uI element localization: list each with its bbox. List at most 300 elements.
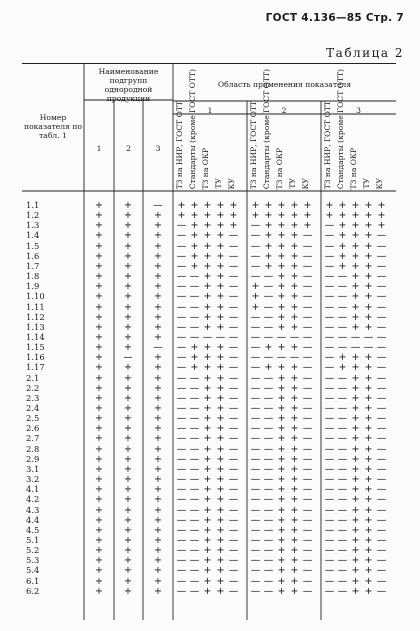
- area-mark: —: [250, 494, 261, 506]
- group-mark: +: [95, 585, 103, 597]
- area-mark: —: [324, 362, 335, 374]
- row-number: 1.17: [26, 362, 45, 373]
- area-mark: —: [250, 575, 261, 587]
- row-number: 1.12: [26, 311, 45, 322]
- area-mark: +: [216, 545, 225, 557]
- area-mark: —: [228, 372, 239, 384]
- row-number: 2.7: [26, 433, 40, 444]
- group-mark: +: [95, 331, 103, 343]
- area-mark: +: [351, 494, 360, 506]
- area-mark: —: [337, 403, 348, 414]
- area-mark: +: [351, 585, 360, 597]
- area-mark: —: [250, 504, 261, 516]
- area-mark: +: [364, 545, 373, 557]
- area-mark: —: [302, 575, 313, 587]
- group-mark: +: [154, 210, 162, 222]
- area-mark: +: [216, 301, 225, 313]
- area-mark: +: [364, 382, 373, 394]
- area-mark: —: [176, 271, 187, 283]
- area-mark: +: [277, 250, 286, 262]
- area-mark: +: [264, 200, 273, 211]
- area-mark: —: [228, 311, 239, 323]
- group-mark: +: [154, 453, 162, 465]
- row-number: 3.1: [26, 463, 40, 474]
- area-mark: +: [216, 291, 225, 303]
- area-mark: +: [290, 291, 299, 303]
- area-mark: —: [376, 260, 387, 272]
- area-mark: +: [364, 372, 373, 384]
- area-mark: —: [337, 474, 348, 486]
- area-mark: —: [228, 534, 239, 546]
- area-mark: —: [337, 514, 348, 526]
- row-number: 1.5: [26, 240, 40, 251]
- area-mark: —: [176, 585, 187, 597]
- area-mark: +: [290, 382, 299, 394]
- area-mark: —: [337, 463, 348, 475]
- area-mark: —: [302, 260, 313, 272]
- group-mark: +: [124, 514, 132, 526]
- group-mark: +: [124, 484, 132, 496]
- area-mark: —: [176, 555, 187, 567]
- area-mark: —: [302, 504, 313, 516]
- area-mark: —: [324, 484, 335, 496]
- area-mark: +: [364, 260, 373, 272]
- area-mark: +: [290, 230, 299, 242]
- area-mark: +: [364, 555, 373, 567]
- area-mark: +: [338, 260, 347, 272]
- area-mark: —: [250, 250, 261, 262]
- area-mark: —: [337, 443, 348, 455]
- area-mark: —: [176, 260, 187, 272]
- area-mark: +: [203, 474, 212, 486]
- area-mark: +: [290, 321, 299, 333]
- area-mark: —: [250, 585, 261, 597]
- row-number: 2.4: [26, 403, 40, 413]
- area-mark: +: [364, 291, 373, 303]
- area-mark: +: [177, 210, 186, 222]
- area-mark: —: [228, 443, 239, 455]
- area-mark: +: [290, 281, 299, 293]
- area-mark: —: [228, 260, 239, 272]
- area-mark: +: [290, 220, 299, 232]
- group-mark: +: [154, 291, 162, 303]
- group-mark: +: [154, 565, 162, 577]
- group-mark: +: [154, 230, 162, 242]
- area-mark: +: [216, 524, 225, 536]
- area-mark: —: [189, 575, 200, 587]
- group-mark: +: [154, 585, 162, 597]
- area-mark: —: [228, 514, 239, 526]
- area-mark: +: [290, 392, 299, 404]
- area-mark: +: [203, 453, 212, 465]
- group-mark: +: [154, 524, 162, 536]
- area-mark: +: [216, 230, 225, 242]
- area-mark: —: [376, 453, 387, 465]
- area-mark: —: [176, 545, 187, 557]
- area-mark: —: [302, 433, 313, 445]
- area-mark: +: [216, 565, 225, 577]
- area-mark: +: [351, 463, 360, 475]
- area-mark: +: [290, 474, 299, 486]
- row-number: 2.1: [26, 372, 40, 383]
- area-mark: —: [189, 321, 200, 333]
- group-mark: +: [124, 534, 132, 546]
- area-mark: +: [364, 585, 373, 597]
- area-mark: —: [337, 423, 348, 435]
- area-mark: +: [203, 443, 212, 455]
- area-mark: —: [376, 565, 387, 577]
- area-mark: +: [364, 403, 373, 414]
- area-mark: +: [216, 271, 225, 283]
- area-mark: —: [189, 565, 200, 577]
- area-mark: —: [250, 443, 261, 455]
- area-mark: +: [203, 524, 212, 536]
- row-number: 4.5: [26, 524, 40, 535]
- area-mark: —: [376, 301, 387, 313]
- area-mark: —: [176, 311, 187, 323]
- area-mark: +: [351, 301, 360, 313]
- area-mark: +: [264, 210, 273, 222]
- area-mark: —: [376, 291, 387, 303]
- area-mark: +: [351, 403, 360, 414]
- area-mark: +: [264, 220, 273, 232]
- area-mark: —: [176, 352, 187, 364]
- area-mark: —: [202, 331, 213, 343]
- row-number: 2.3: [26, 392, 40, 403]
- group-mark: +: [95, 413, 103, 425]
- area-mark: —: [250, 474, 261, 486]
- area-mark: —: [263, 433, 274, 445]
- area-mark: —: [250, 555, 261, 567]
- area-mark: +: [351, 321, 360, 333]
- area-mark: —: [337, 555, 348, 567]
- area-mark: +: [338, 230, 347, 242]
- group-mark: +: [154, 260, 162, 272]
- area-mark: +: [290, 260, 299, 272]
- area-mark: +: [203, 301, 212, 313]
- area-mark: +: [251, 291, 260, 303]
- group-mark: +: [124, 555, 132, 567]
- area-mark: —: [228, 281, 239, 293]
- area-mark: +: [216, 403, 225, 414]
- area-mark: —: [189, 413, 200, 425]
- area-mark: +: [203, 534, 212, 546]
- group-mark: +: [95, 443, 103, 455]
- area-mark: —: [376, 534, 387, 546]
- group-mark: +: [124, 250, 132, 262]
- area-mark: +: [351, 514, 360, 526]
- area-mark: +: [277, 362, 286, 374]
- area-mark: +: [290, 200, 299, 211]
- area-mark: —: [228, 575, 239, 587]
- group-mark: +: [95, 210, 103, 222]
- area-mark: +: [338, 200, 347, 211]
- area-mark: +: [203, 210, 212, 222]
- group-mark: +: [124, 403, 132, 414]
- area-mark: +: [264, 250, 273, 262]
- area-subheader: ТЗ на ОКР: [275, 147, 284, 189]
- area-mark: +: [290, 443, 299, 455]
- area-mark: —: [302, 524, 313, 536]
- area-mark: +: [229, 220, 238, 232]
- area-mark: +: [364, 514, 373, 526]
- area-subheader: Стандарты (кроме ГОСТ ОТТ): [336, 68, 345, 189]
- area-mark: —: [228, 382, 239, 394]
- area-mark: +: [351, 281, 360, 293]
- application-area-header: Область применения показателя: [217, 80, 352, 89]
- area-mark: +: [190, 200, 199, 211]
- group-mark: +: [154, 433, 162, 445]
- area-mark: —: [250, 230, 261, 242]
- area-mark: —: [302, 443, 313, 455]
- area-mark: +: [277, 494, 286, 506]
- area-mark: —: [324, 433, 335, 445]
- group-mark: +: [95, 433, 103, 445]
- area-mark: +: [364, 504, 373, 516]
- area-mark: +: [216, 443, 225, 455]
- area-mark: —: [302, 555, 313, 567]
- area-mark: +: [277, 524, 286, 536]
- area-mark: —: [302, 362, 313, 374]
- area-mark: —: [324, 514, 335, 526]
- area-mark: —: [302, 403, 313, 414]
- area-mark: +: [351, 423, 360, 435]
- area-mark: —: [302, 382, 313, 394]
- area-mark: —: [376, 545, 387, 557]
- row-number: 2.6: [26, 423, 40, 434]
- area-mark: +: [364, 220, 373, 232]
- area-mark: +: [290, 555, 299, 567]
- area-mark: —: [337, 331, 348, 343]
- area-mark: —: [302, 565, 313, 577]
- area-mark: —: [250, 311, 261, 323]
- area-mark: +: [216, 534, 225, 546]
- area-mark: +: [203, 200, 212, 211]
- area-mark: +: [290, 250, 299, 262]
- area-mark: —: [376, 423, 387, 435]
- group-mark: +: [124, 453, 132, 465]
- area-mark: +: [190, 240, 199, 252]
- group-mark: +: [124, 321, 132, 333]
- area-mark: —: [228, 250, 239, 262]
- area-mark: —: [250, 423, 261, 435]
- area-mark: —: [376, 372, 387, 384]
- area-mark: —: [176, 220, 187, 232]
- area-mark: —: [228, 271, 239, 283]
- area-mark: —: [376, 362, 387, 374]
- group-number-1: 1: [96, 144, 102, 153]
- area-mark: —: [324, 382, 335, 394]
- area-mark: —: [363, 342, 374, 354]
- area-mark: —: [376, 342, 387, 354]
- area-mark: —: [302, 342, 313, 354]
- area-mark: —: [376, 281, 387, 293]
- area-mark: —: [324, 342, 335, 354]
- area-mark: —: [376, 524, 387, 536]
- group-mark: +: [124, 331, 132, 343]
- group-mark: +: [124, 301, 132, 313]
- group-mark: +: [95, 382, 103, 394]
- area-mark: —: [228, 352, 239, 364]
- area-mark: +: [351, 260, 360, 272]
- area-mark: +: [251, 210, 260, 222]
- area-mark: —: [176, 281, 187, 293]
- group-mark: +: [124, 382, 132, 394]
- area-mark: —: [324, 403, 335, 414]
- group-mark: +: [154, 311, 162, 323]
- area-mark: +: [216, 210, 225, 222]
- area-mark: —: [337, 494, 348, 506]
- area-mark: —: [363, 331, 374, 343]
- area-mark: +: [277, 565, 286, 577]
- area-mark: —: [176, 433, 187, 445]
- area-mark: +: [364, 534, 373, 546]
- area-mark: +: [290, 433, 299, 445]
- area-mark: +: [277, 585, 286, 597]
- row-number: 5.1: [26, 534, 40, 545]
- area-mark: —: [302, 311, 313, 323]
- area-mark: —: [228, 240, 239, 252]
- area-mark: +: [216, 585, 225, 597]
- group-mark: +: [154, 534, 162, 546]
- row-number: 2.8: [26, 443, 40, 454]
- row-number: 1.2: [26, 210, 40, 221]
- area-mark: —: [176, 494, 187, 506]
- area-mark: +: [203, 342, 212, 354]
- area-mark: +: [338, 362, 347, 374]
- row-number: 1.8: [26, 271, 40, 282]
- area-mark: +: [203, 514, 212, 526]
- area-mark: +: [351, 311, 360, 323]
- area-mark: +: [216, 281, 225, 293]
- area-mark: —: [376, 311, 387, 323]
- group-mark: +: [154, 443, 162, 455]
- group-mark: +: [154, 463, 162, 475]
- area-number-3: 3: [356, 106, 361, 115]
- area-mark: +: [216, 463, 225, 475]
- area-mark: —: [376, 575, 387, 587]
- group-mark: +: [154, 575, 162, 587]
- area-mark: +: [351, 352, 360, 364]
- area-mark: +: [203, 311, 212, 323]
- group-mark: +: [124, 443, 132, 455]
- area-mark: —: [324, 423, 335, 435]
- group-mark: —: [153, 200, 163, 211]
- area-mark: —: [376, 433, 387, 445]
- area-mark: +: [364, 200, 373, 211]
- area-mark: —: [376, 230, 387, 242]
- area-mark: +: [364, 565, 373, 577]
- group-mark: +: [95, 362, 103, 374]
- area-mark: +: [190, 342, 199, 354]
- area-mark: +: [277, 484, 286, 496]
- area-mark: —: [228, 301, 239, 313]
- area-mark: +: [364, 321, 373, 333]
- area-mark: —: [228, 474, 239, 486]
- area-mark: —: [250, 534, 261, 546]
- group-mark: +: [124, 474, 132, 486]
- area-mark: —: [189, 514, 200, 526]
- area-mark: —: [324, 260, 335, 272]
- area-mark: —: [176, 240, 187, 252]
- area-mark: +: [216, 555, 225, 567]
- area-mark: +: [277, 321, 286, 333]
- area-mark: +: [203, 555, 212, 567]
- area-mark: +: [364, 362, 373, 374]
- area-mark: +: [290, 575, 299, 587]
- group-mark: +: [154, 271, 162, 283]
- group-mark: +: [124, 545, 132, 557]
- row-number: 6.2: [26, 585, 40, 596]
- area-mark: —: [176, 230, 187, 242]
- row-number: 5.4: [26, 565, 40, 576]
- area-mark: —: [263, 311, 274, 323]
- area-mark: +: [364, 281, 373, 293]
- area-mark: —: [189, 291, 200, 303]
- area-mark: +: [290, 534, 299, 546]
- area-mark: —: [228, 413, 239, 425]
- area-mark: +: [251, 200, 260, 211]
- row-number: 4.2: [26, 494, 40, 505]
- area-mark: —: [176, 524, 187, 536]
- area-mark: +: [351, 372, 360, 384]
- area-mark: —: [324, 230, 335, 242]
- area-mark: —: [289, 352, 300, 364]
- area-mark: —: [263, 555, 274, 567]
- group-mark: +: [95, 301, 103, 313]
- area-mark: +: [216, 382, 225, 394]
- area-mark: —: [324, 352, 335, 364]
- group-mark: +: [95, 250, 103, 262]
- area-mark: —: [250, 392, 261, 404]
- group-mark: +: [95, 484, 103, 496]
- area-mark: —: [302, 331, 313, 343]
- group-mark: +: [124, 220, 132, 232]
- area-mark: —: [263, 382, 274, 394]
- area-mark: +: [216, 504, 225, 516]
- group-mark: +: [154, 321, 162, 333]
- area-mark: +: [277, 433, 286, 445]
- area-mark: +: [351, 271, 360, 283]
- area-mark: —: [302, 250, 313, 262]
- row-number: 3.2: [26, 474, 40, 485]
- area-mark: +: [203, 392, 212, 404]
- group-mark: +: [124, 504, 132, 516]
- group-mark: +: [95, 575, 103, 587]
- area-mark: —: [176, 565, 187, 577]
- group-mark: +: [154, 494, 162, 506]
- area-mark: —: [228, 555, 239, 567]
- row-number: 1.15: [26, 342, 45, 353]
- area-mark: +: [203, 281, 212, 293]
- group-mark: +: [124, 271, 132, 283]
- group-mark: +: [154, 240, 162, 252]
- area-mark: —: [263, 504, 274, 516]
- area-mark: —: [189, 453, 200, 465]
- area-mark: —: [376, 463, 387, 475]
- area-mark: —: [263, 413, 274, 425]
- area-mark: +: [277, 504, 286, 516]
- area-mark: —: [250, 362, 261, 374]
- area-mark: —: [376, 494, 387, 506]
- area-subheader: ТЗ на НИР, ГОСТ ОТТ: [323, 100, 332, 189]
- area-mark: +: [277, 311, 286, 323]
- area-mark: —: [337, 504, 348, 516]
- area-mark: —: [337, 484, 348, 496]
- area-mark: —: [189, 494, 200, 506]
- group-mark: +: [154, 413, 162, 425]
- area-mark: —: [337, 342, 348, 354]
